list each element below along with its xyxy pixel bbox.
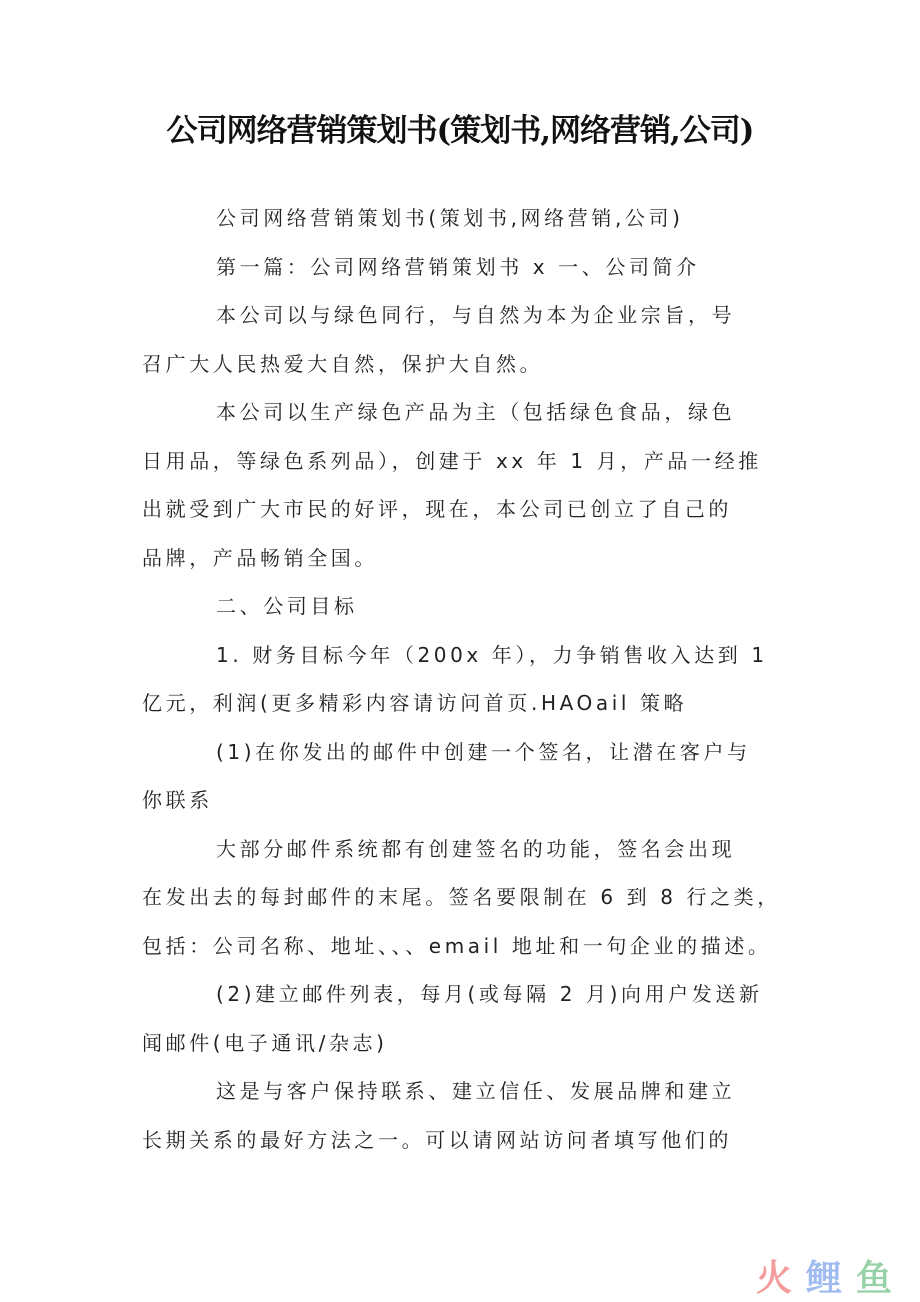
body-line: 闻邮件(电子通讯/杂志)	[142, 1030, 388, 1055]
body-line: 长期关系的最好方法之一。可以请网站访问者填写他们的	[142, 1127, 732, 1152]
body-line: 第一篇：公司网络营销策划书 x 一、公司简介	[216, 254, 700, 279]
watermark-char-fire: 火	[755, 1258, 792, 1299]
body-line: (1)在你发出的邮件中创建一个签名，让潜在客户与	[216, 739, 751, 764]
body-line: 品牌，产品畅销全国。	[142, 545, 378, 570]
body-line: 本公司以与绿色同行，与自然为本为企业宗旨，号	[216, 303, 736, 327]
body-line: 公司网络营销策划书(策划书,网络营销,公司)	[216, 206, 684, 230]
body-line: 二、公司目标	[216, 594, 358, 618]
body-line: 在发出去的每封邮件的末尾。签名要限制在 6 到 8 行之类，	[142, 885, 781, 909]
body-line: 大部分邮件系统都有创建签名的功能，签名会出现	[216, 836, 736, 861]
document-title: 公司网络营销策划书(策划书,网络营销,公司)	[166, 113, 754, 149]
document-body	[142, 194, 781, 1164]
watermark-char-carp: 鲤	[805, 1258, 842, 1299]
body-line: 你联系	[142, 788, 213, 812]
body-line: 这是与客户保持联系、建立信任、发展品牌和建立	[216, 1079, 736, 1103]
body-line: 日用品，等绿色系列品），创建于 xx 年 1 月，产品一经推	[142, 448, 762, 473]
body-line: 本公司以生产绿色产品为主（包括绿色食品，绿色	[216, 400, 736, 424]
body-line: 亿元，利润(更多精彩内容请访问首页.HAOail 策略	[142, 691, 688, 715]
body-line: (2)建立邮件列表，每月(或每隔 2 月)向用户发送新	[216, 982, 763, 1006]
watermark-logo	[752, 1258, 896, 1300]
body-line: 1. 财务目标今年（200x 年），力争销售收入达到 1	[216, 642, 768, 667]
body-line: 包括：公司名称、地址、、、email 地址和一句企业的描述。	[142, 933, 772, 958]
body-line: 召广大人民热爱大自然，保护大自然。	[142, 351, 544, 376]
body-line: 出就受到广大市民的好评，现在，本公司已创立了自己的	[142, 497, 732, 521]
watermark-char-fish: 鱼	[855, 1258, 892, 1299]
